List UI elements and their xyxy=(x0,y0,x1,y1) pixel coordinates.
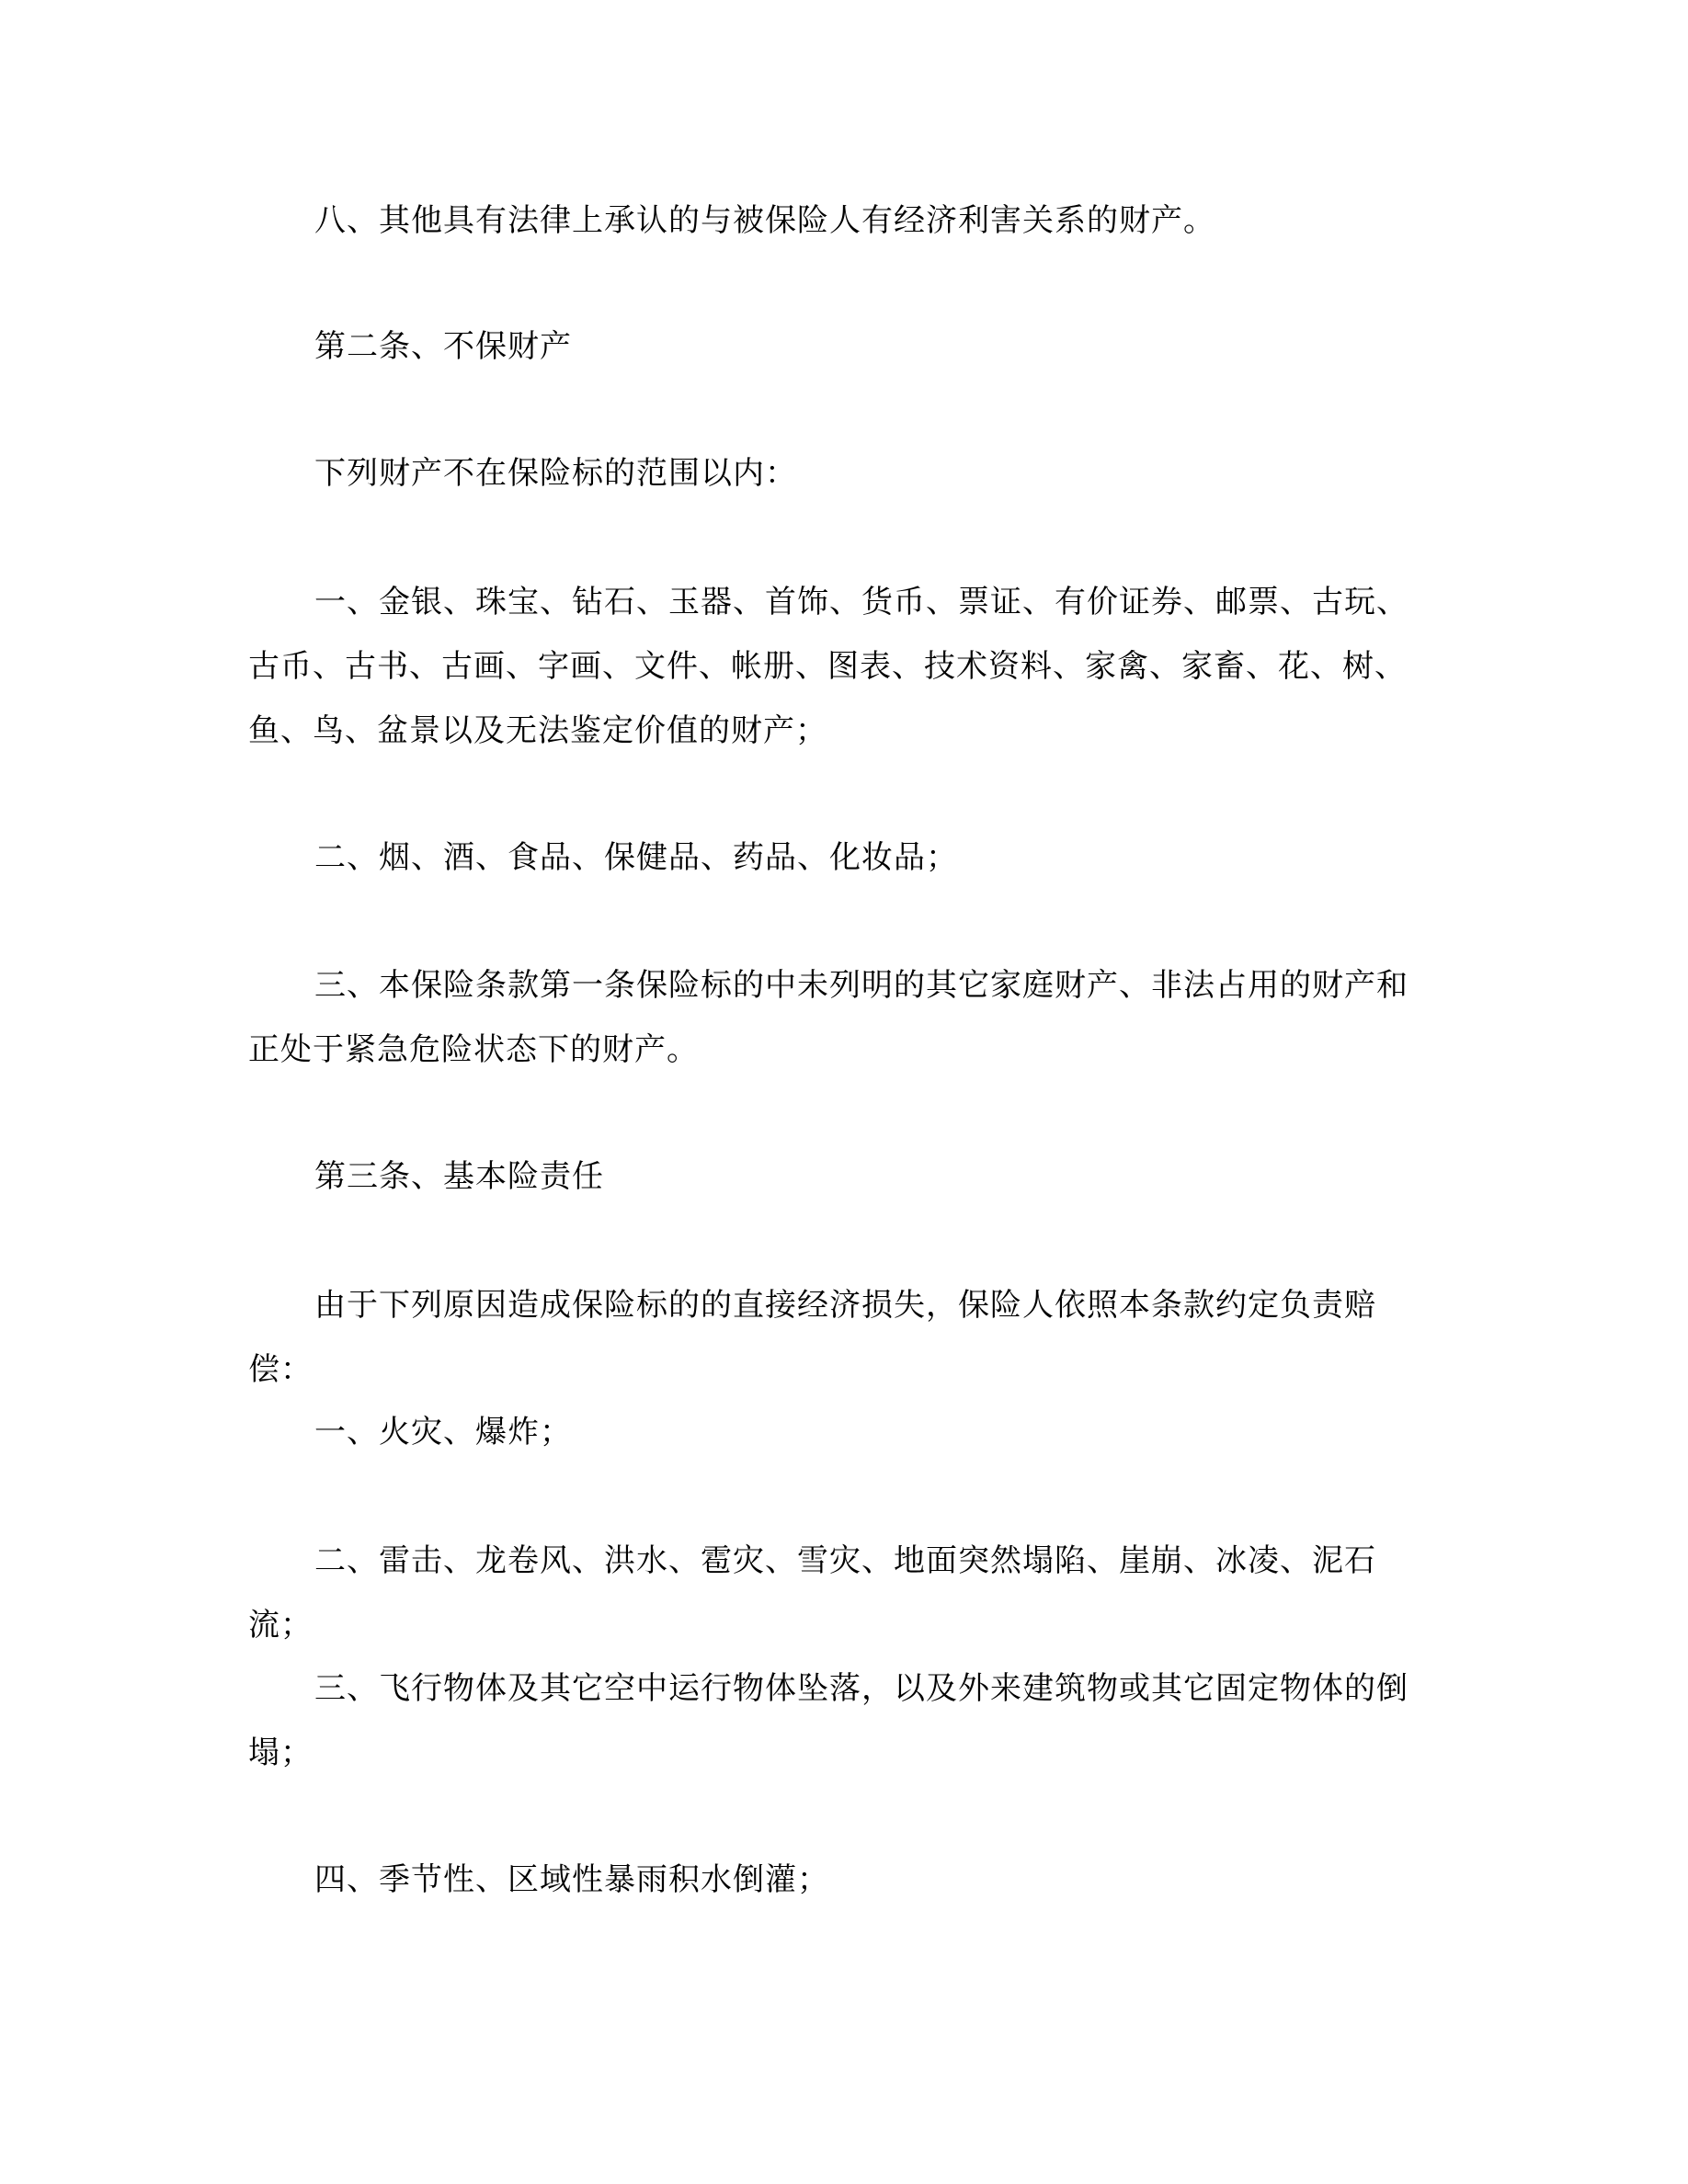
paragraph-liability-item-one: 一、火灾、爆炸； xyxy=(314,1414,572,1450)
paragraph-excluded-intro: 下列财产不在保险标的范围以内： xyxy=(314,455,797,492)
paragraph-liability-item-three: 三、飞行物体及其它空中运行物体坠落，以及外来建筑物或其它固定物体的倒塌； xyxy=(248,1670,1409,1771)
paragraph-excluded-item-three: 三、本保险条款第一条保险标的中未列明的其它家庭财产、非法占用的财产和正处于紧急危险状态下的财产。 xyxy=(248,967,1409,1068)
heading-article-three: 第三条、基本险责任 xyxy=(314,1158,604,1195)
paragraph-excluded-item-two: 二、烟、酒、食品、保健品、药品、化妆品； xyxy=(314,839,958,876)
paragraph-liability-item-four: 四、季节性、区域性暴雨积水倒灌； xyxy=(314,1861,829,1898)
heading-article-two: 第二条、不保财产 xyxy=(314,328,572,365)
paragraph-liability-item-two: 二、雷击、龙卷风、洪水、雹灾、雪灾、地面突然塌陷、崖崩、冰凌、泥石流； xyxy=(248,1542,1376,1644)
paragraph-liability-intro: 由于下列原因造成保险标的的直接经济损失，保险人依照本条款约定负责赔偿： xyxy=(248,1287,1376,1388)
paragraph-other-property: 八、其他具有法律上承认的与被保险人有经济利害关系的财产。 xyxy=(314,202,1215,239)
paragraph-excluded-item-one: 一、金银、珠宝、钻石、玉器、首饰、货币、票证、有价证券、邮票、古玩、古币、古书、古画、字画、文件、帐册、图表、技术资料、家禽、家畜、花、树、鱼、鸟、盆景以及无法鉴定价值的财产； xyxy=(248,584,1409,749)
